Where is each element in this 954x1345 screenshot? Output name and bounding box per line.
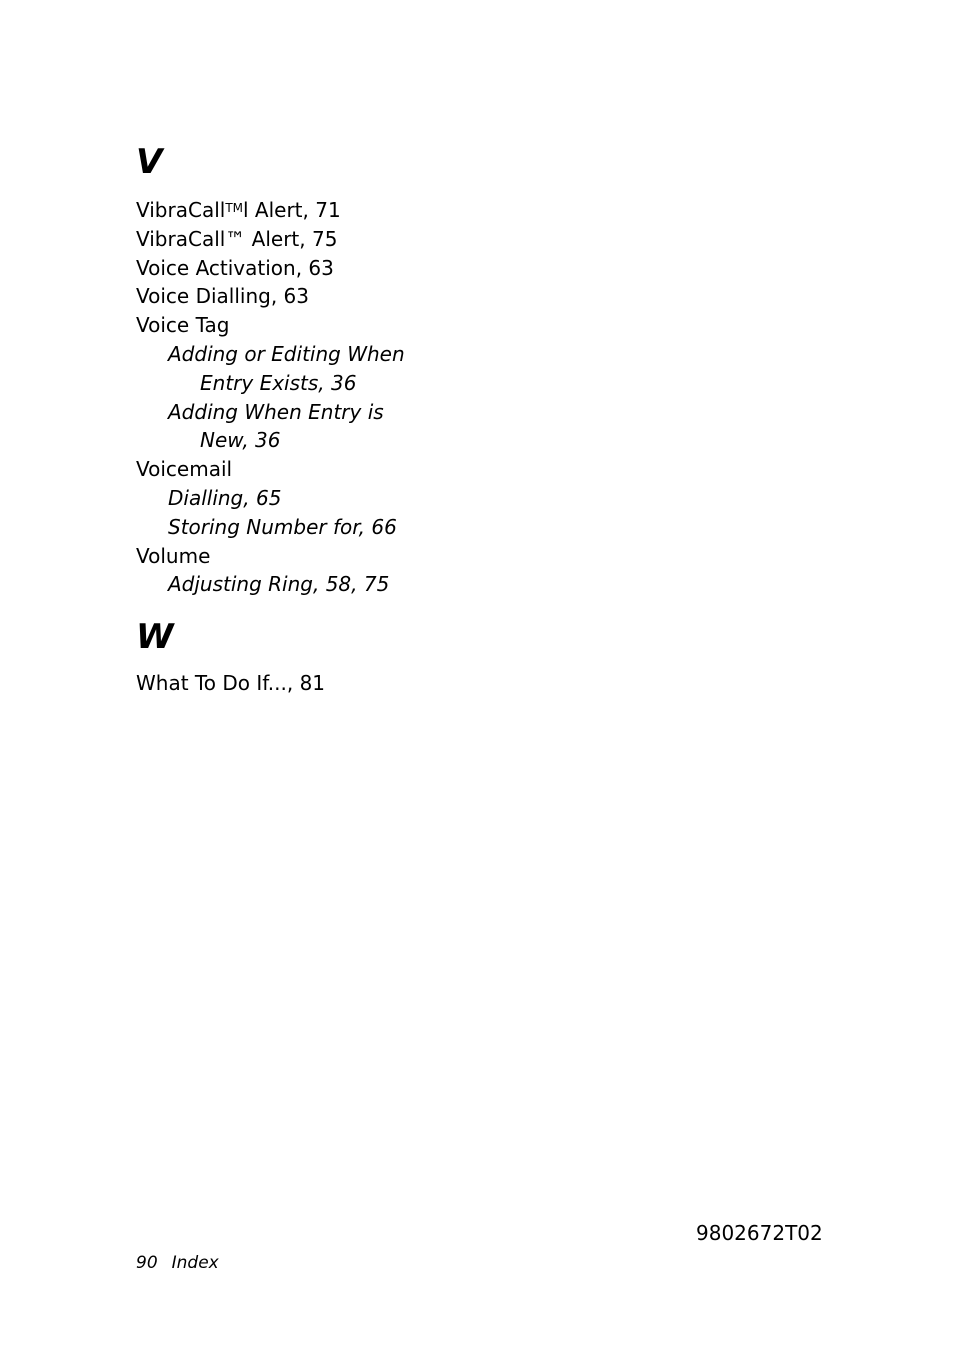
- section-letter-v: V: [136, 142, 163, 182]
- page-footer: [136, 1251, 219, 1275]
- index-subentry-adding-or-editing: Adding or Editing When: [168, 341, 405, 366]
- section-w-entries: [136, 669, 556, 698]
- entry-prefix: VibraCall: [136, 198, 226, 222]
- index-entry-voice-activation: Voice Activation, 63: [136, 255, 334, 280]
- index-subentry-voicemail-storing: Storing Number for, 66: [168, 514, 397, 539]
- index-entry-vibracall-tm-l-alert: [136, 194, 556, 225]
- index-entry-voicemail: Voicemail: [136, 457, 233, 482]
- index-entry-volume: Volume: [136, 543, 211, 568]
- index-subentry-volume-adjusting: Adjusting Ring, 58, 75: [168, 572, 390, 597]
- index-column: [136, 142, 556, 698]
- index-subentry-adding-when-new: Adding When Entry is: [168, 399, 384, 424]
- footer-section-name: Index: [171, 1253, 219, 1273]
- index-entry-what-to-do: What To Do If..., 81: [136, 671, 326, 696]
- index-subentry-adding-or-editing-cont: Entry Exists, 36: [200, 370, 357, 395]
- index-entry-voice-dialling: Voice Dialling, 63: [136, 284, 309, 309]
- index-entry-voice-tag: Voice Tag: [136, 313, 230, 338]
- index-entry-vibracall-alert: VibraCall™ Alert, 75: [136, 226, 338, 251]
- index-subentry-adding-when-new-cont: New, 36: [200, 428, 281, 453]
- section-v-entries: [136, 194, 556, 599]
- document-code: 9802672T02: [696, 1221, 823, 1245]
- trademark-mark: TM: [225, 201, 243, 215]
- entry-rest: l Alert, 71: [243, 198, 341, 222]
- page-number: 90: [136, 1253, 158, 1273]
- section-letter-w: W: [136, 617, 174, 658]
- index-subentry-voicemail-dialling: Dialling, 65: [168, 485, 282, 510]
